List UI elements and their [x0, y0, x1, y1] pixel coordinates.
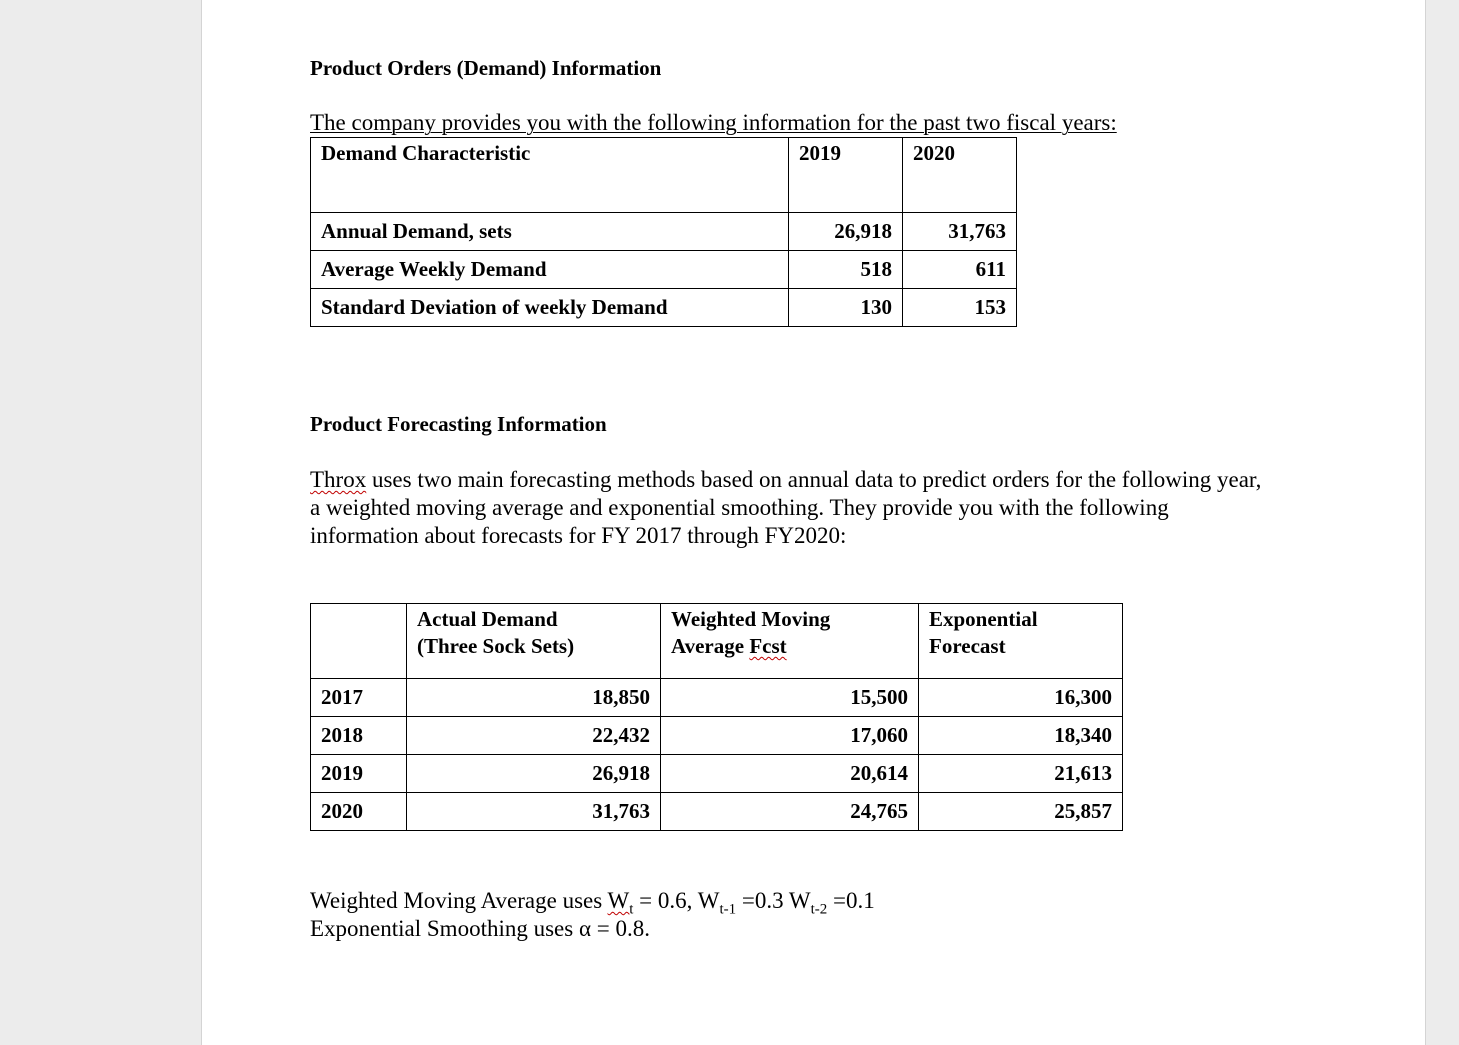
spellcheck-word: Fcst	[749, 634, 787, 658]
wma-cell: 17,060	[661, 717, 919, 755]
value-2019: 518	[789, 251, 903, 289]
year-cell: 2018	[311, 717, 407, 755]
table-row	[311, 679, 1123, 717]
subscript: t-2	[810, 901, 828, 918]
paragraph-text: uses two main forecasting methods based on annual data to predict orders for the following year,	[366, 467, 1262, 492]
value-2020: 31,763	[903, 213, 1017, 251]
row-label: Standard Deviation of weekly Demand	[311, 289, 789, 327]
paragraph-line: a weighted moving average and exponential smoothing. They provide you with the following	[310, 495, 1169, 520]
paragraph-line	[310, 466, 1320, 494]
alpha-note: Exponential Smoothing uses α = 0.8.	[310, 916, 650, 941]
header-text: Average	[671, 634, 750, 658]
row-label: Annual Demand, sets	[311, 213, 789, 251]
wma-cell: 20,614	[661, 755, 919, 793]
year-cell: 2017	[311, 679, 407, 717]
table-row	[311, 717, 1123, 755]
header-characteristic: Demand Characteristic	[311, 138, 789, 213]
table-row	[311, 213, 1017, 251]
value-2019: 130	[789, 289, 903, 327]
header-line: Exponential	[929, 607, 1038, 631]
value-2019: 26,918	[789, 213, 903, 251]
table-row	[311, 755, 1123, 793]
weight-symbol: W	[607, 888, 630, 913]
table-row	[311, 251, 1017, 289]
spellcheck-word: Throx	[310, 467, 367, 492]
value-2020: 611	[903, 251, 1017, 289]
header-line: (Three Sock Sets)	[417, 634, 575, 658]
note-text: = 0.6, W	[633, 888, 720, 913]
table-header-row	[311, 138, 1017, 213]
actual-cell: 26,918	[407, 755, 661, 793]
weights-note	[310, 887, 875, 918]
header-weighted-moving-average	[661, 604, 919, 679]
section-heading-demand: Product Orders (Demand) Information	[310, 56, 662, 80]
wma-cell: 24,765	[661, 793, 919, 831]
spellcheck-word	[607, 888, 634, 918]
header-line: Actual Demand	[417, 607, 558, 631]
header-year	[311, 604, 407, 679]
document-page	[201, 0, 1426, 1045]
row-label: Average Weekly Demand	[311, 251, 789, 289]
year-cell: 2019	[311, 755, 407, 793]
value-2020: 153	[903, 289, 1017, 327]
exp-cell: 18,340	[919, 717, 1123, 755]
table-row	[311, 793, 1123, 831]
actual-cell: 31,763	[407, 793, 661, 831]
table-header-row	[311, 604, 1123, 679]
subscript: t	[629, 901, 634, 918]
actual-cell: 18,850	[407, 679, 661, 717]
header-line: Forecast	[929, 634, 1006, 658]
header-exponential-forecast	[919, 604, 1123, 679]
paragraph-line: information about forecasts for FY 2017 through FY2020:	[310, 523, 847, 548]
header-2019: 2019	[789, 138, 903, 213]
table-row	[311, 289, 1017, 327]
note-text: =0.1	[827, 888, 875, 913]
header-actual-demand	[407, 604, 661, 679]
wma-cell: 15,500	[661, 679, 919, 717]
note-text: Weighted Moving Average uses	[310, 888, 608, 913]
header-line	[671, 633, 908, 660]
forecasting-paragraph	[310, 466, 1320, 550]
section-heading-forecasting: Product Forecasting Information	[310, 412, 607, 436]
forecast-table	[310, 603, 1123, 831]
demand-table	[310, 137, 1017, 327]
header-line: Weighted Moving	[671, 607, 831, 631]
header-2020: 2020	[903, 138, 1017, 213]
intro-text: The company provides you with the following information for the past two fiscal years:	[310, 110, 1117, 135]
note-text: =0.3 W	[736, 888, 811, 913]
exp-cell: 25,857	[919, 793, 1123, 831]
exp-cell: 16,300	[919, 679, 1123, 717]
subscript: t-1	[719, 901, 737, 918]
actual-cell: 22,432	[407, 717, 661, 755]
year-cell: 2020	[311, 793, 407, 831]
exp-cell: 21,613	[919, 755, 1123, 793]
